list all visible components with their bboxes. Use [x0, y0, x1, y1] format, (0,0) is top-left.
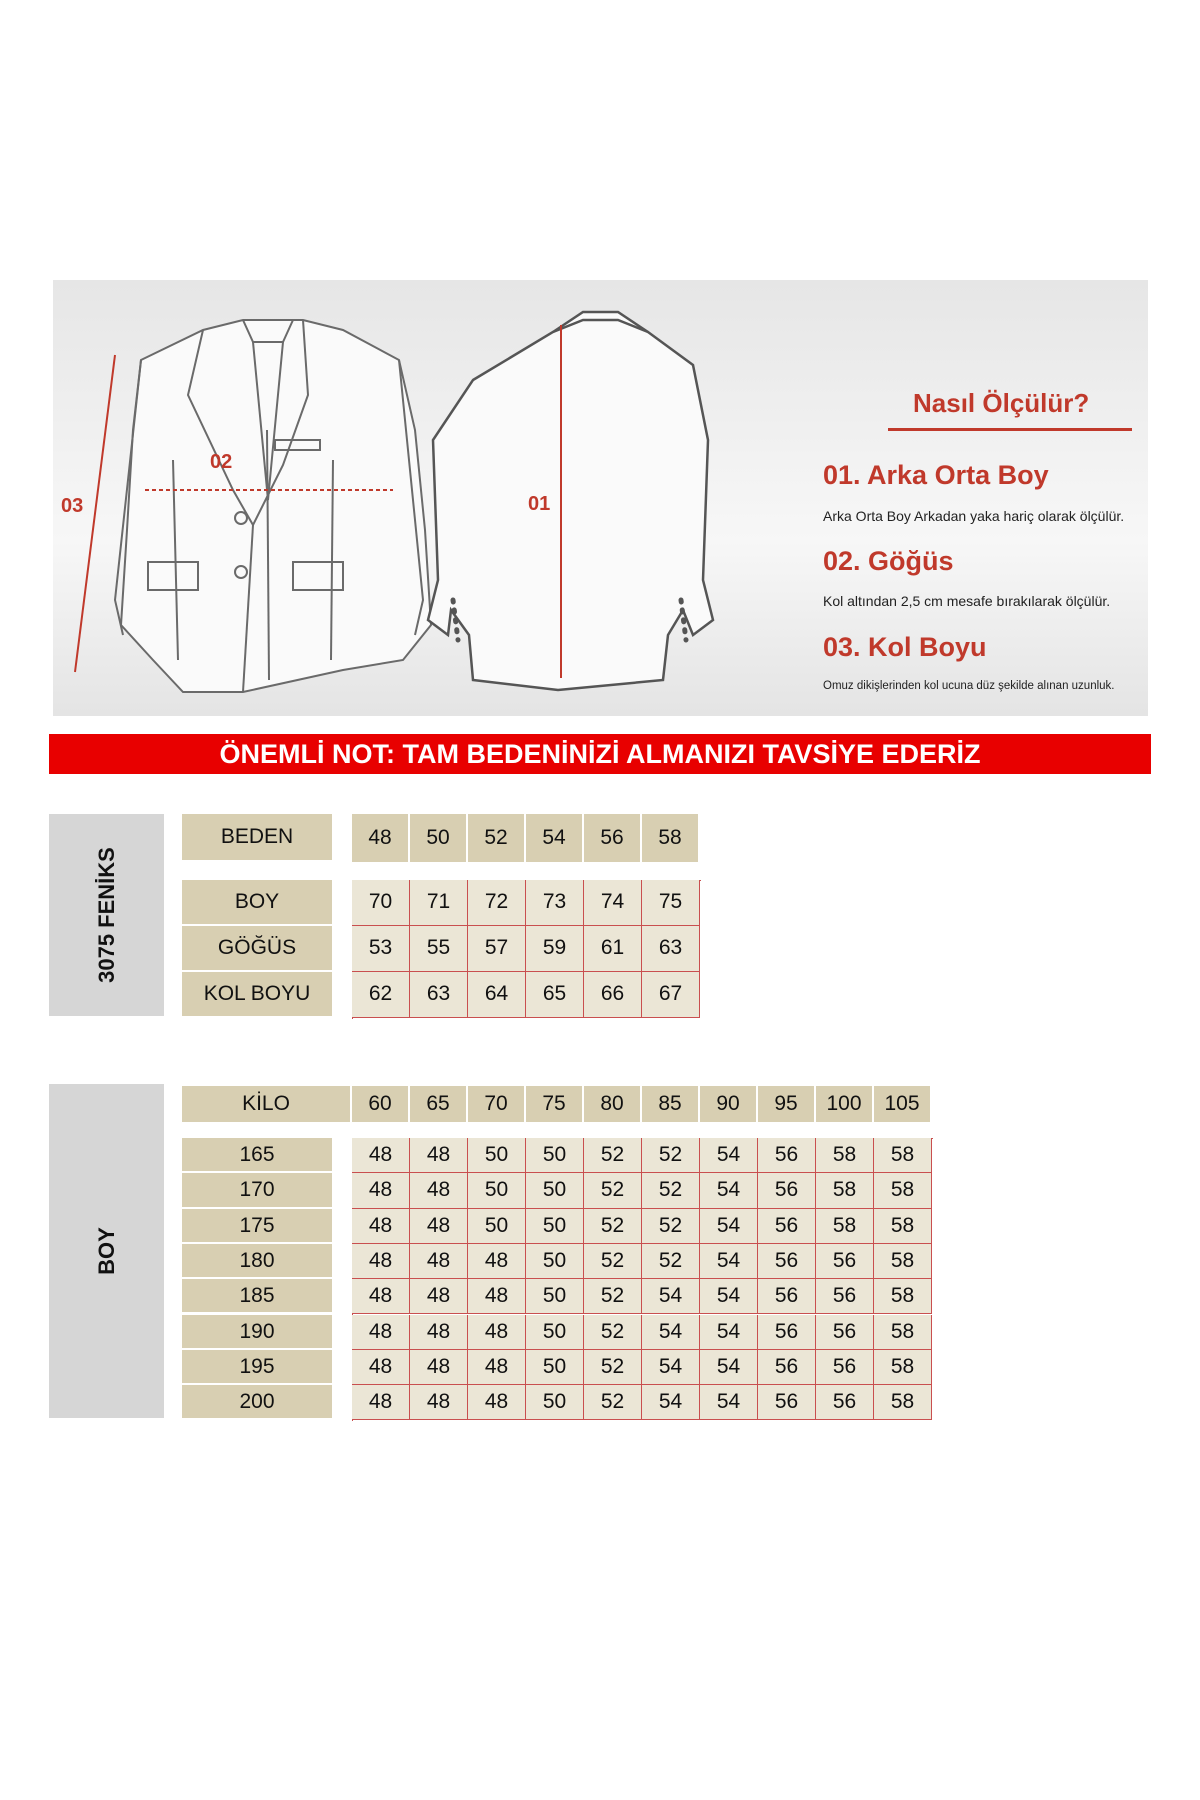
size-header-cell: 50 [410, 814, 468, 862]
fit-value-cell: 56 [758, 1350, 816, 1385]
fit-value-cell: 52 [584, 1138, 642, 1173]
fit-value-cell: 52 [642, 1173, 700, 1208]
size-value-cell: 72 [468, 880, 526, 926]
fit-value-cell: 54 [700, 1209, 758, 1244]
measurement-guide [53, 280, 1148, 716]
fit-value-cell: 56 [758, 1209, 816, 1244]
fit-value-cell: 54 [700, 1315, 758, 1350]
fit-value-cell: 50 [526, 1173, 584, 1208]
label-02: 02 [210, 451, 233, 473]
fit-value-cell: 48 [410, 1244, 468, 1279]
fit-value-cell: 48 [468, 1244, 526, 1279]
fit-value-cell: 52 [584, 1385, 642, 1420]
fit-value-cell: 48 [410, 1385, 468, 1420]
size-header-cell: 56 [584, 814, 642, 862]
fit-value-cell: 48 [410, 1350, 468, 1385]
fit-value-cell: 50 [526, 1138, 584, 1173]
fit-value-cell: 58 [816, 1138, 874, 1173]
size-row-label: BOY [182, 880, 332, 926]
step-2-desc: Kol altından 2,5 cm mesafe bırakılarak ölçülür. [823, 593, 1111, 609]
fit-value-cell: 54 [700, 1279, 758, 1314]
fit-value-cell: 58 [874, 1138, 932, 1173]
fit-value-cell: 58 [874, 1350, 932, 1385]
fit-value-cell: 54 [700, 1138, 758, 1173]
weight-header-cell: 95 [758, 1086, 816, 1122]
fit-value-cell: 58 [874, 1244, 932, 1279]
height-row-label: 180 [182, 1244, 332, 1279]
label-01: 01 [528, 493, 551, 515]
step-3-desc: Omuz dikişlerinden kol ucuna düz şekilde alınan uzunluk. [823, 680, 1115, 692]
size-value-cell: 70 [352, 880, 410, 926]
weight-header-cell: 90 [700, 1086, 758, 1122]
fit-value-cell: 56 [816, 1244, 874, 1279]
size-value-cell: 62 [352, 972, 410, 1018]
weight-header-cell: 65 [410, 1086, 468, 1122]
model-name: 3075 FENİKS [93, 847, 119, 983]
size-header-cell: 52 [468, 814, 526, 862]
fit-value-cell: 50 [468, 1173, 526, 1208]
front-jacket-illustration [115, 320, 431, 692]
size-value-cell: 64 [468, 972, 526, 1018]
size-value-cell: 59 [526, 926, 584, 972]
important-note-banner: ÖNEMLİ NOT: TAM BEDENİNİZİ ALMANIZI TAVSİYE EDERİZ [49, 734, 1151, 774]
fit-value-cell: 54 [642, 1315, 700, 1350]
fit-header-label: KİLO [182, 1086, 352, 1122]
fit-value-cell: 54 [642, 1385, 700, 1420]
size-header-cell: 54 [526, 814, 584, 862]
fit-value-cell: 50 [526, 1244, 584, 1279]
fit-value-cell: 58 [816, 1173, 874, 1208]
fit-value-cell: 58 [874, 1209, 932, 1244]
fit-value-cell: 52 [584, 1315, 642, 1350]
fit-value-cell: 52 [584, 1350, 642, 1385]
fit-value-cell: 58 [874, 1279, 932, 1314]
fit-value-cell: 50 [468, 1209, 526, 1244]
fit-value-cell: 50 [526, 1385, 584, 1420]
size-row-label: GÖĞÜS [182, 926, 332, 972]
weight-header-cell: 70 [468, 1086, 526, 1122]
fit-value-cell: 56 [758, 1315, 816, 1350]
fit-value-cell: 50 [468, 1138, 526, 1173]
title-underline [888, 428, 1132, 431]
fit-value-cell: 56 [758, 1244, 816, 1279]
fit-value-cell: 50 [526, 1315, 584, 1350]
how-to-title: Nasıl Ölçülür? [913, 388, 1090, 418]
height-row-label: 195 [182, 1350, 332, 1385]
fit-value-cell: 56 [758, 1138, 816, 1173]
size-value-cell: 74 [584, 880, 642, 926]
fit-value-cell: 58 [874, 1385, 932, 1420]
fit-value-cell: 56 [758, 1173, 816, 1208]
fit-value-cell: 48 [410, 1173, 468, 1208]
size-value-cell: 63 [410, 972, 468, 1018]
height-row-label: 185 [182, 1279, 332, 1314]
fit-value-cell: 50 [526, 1279, 584, 1314]
weight-header-cell: 75 [526, 1086, 584, 1122]
fit-value-cell: 58 [816, 1209, 874, 1244]
label-03: 03 [61, 495, 84, 517]
step-3-title: 03. Kol Boyu [823, 632, 987, 662]
size-value-cell: 61 [584, 926, 642, 972]
fit-value-cell: 48 [352, 1385, 410, 1420]
fit-value-cell: 52 [642, 1209, 700, 1244]
fit-value-cell: 48 [468, 1350, 526, 1385]
size-header-cell: 58 [642, 814, 700, 862]
fit-value-cell: 48 [468, 1279, 526, 1314]
fit-value-cell: 52 [584, 1279, 642, 1314]
height-row-label: 165 [182, 1138, 332, 1173]
step-1-desc: Arka Orta Boy Arkadan yaka hariç olarak ölçülür. [823, 508, 1125, 524]
step-1-title: 01. Arka Orta Boy [823, 460, 1049, 490]
weight-header-cell: 80 [584, 1086, 642, 1122]
size-table-side-label [49, 814, 164, 1016]
size-value-cell: 66 [584, 972, 642, 1018]
fit-value-cell: 48 [410, 1279, 468, 1314]
weight-header-cell: 100 [816, 1086, 874, 1122]
fit-value-cell: 52 [584, 1173, 642, 1208]
size-value-cell: 75 [642, 880, 700, 926]
height-axis-label: BOY [93, 1227, 119, 1275]
size-header-cell: 48 [352, 814, 410, 862]
fit-value-cell: 48 [410, 1209, 468, 1244]
fit-value-cell: 54 [642, 1279, 700, 1314]
fit-value-cell: 56 [816, 1385, 874, 1420]
size-value-cell: 65 [526, 972, 584, 1018]
size-header-label: BEDEN [182, 814, 332, 862]
fit-value-cell: 48 [352, 1279, 410, 1314]
size-value-cell: 73 [526, 880, 584, 926]
fit-value-cell: 48 [468, 1315, 526, 1350]
fit-value-cell: 56 [758, 1279, 816, 1314]
fit-value-cell: 54 [700, 1173, 758, 1208]
back-jacket-illustration [428, 312, 713, 690]
height-row-label: 200 [182, 1385, 332, 1420]
fit-value-cell: 54 [700, 1350, 758, 1385]
fit-value-cell: 50 [526, 1350, 584, 1385]
size-value-cell: 53 [352, 926, 410, 972]
fit-value-cell: 58 [874, 1173, 932, 1208]
fit-value-cell: 48 [410, 1315, 468, 1350]
fit-table-side-label [49, 1084, 164, 1418]
weight-header-cell: 85 [642, 1086, 700, 1122]
height-row-label: 170 [182, 1173, 332, 1208]
fit-value-cell: 54 [642, 1350, 700, 1385]
fit-value-cell: 48 [352, 1173, 410, 1208]
size-value-cell: 55 [410, 926, 468, 972]
fit-value-cell: 48 [468, 1385, 526, 1420]
weight-header-cell: 105 [874, 1086, 932, 1122]
height-row-label: 190 [182, 1315, 332, 1350]
step-2-title: 02. Göğüs [823, 546, 954, 576]
how-to-measure-panel [753, 280, 1148, 716]
fit-value-cell: 52 [642, 1244, 700, 1279]
fit-value-cell: 58 [874, 1315, 932, 1350]
fit-value-cell: 56 [758, 1385, 816, 1420]
fit-value-cell: 48 [352, 1138, 410, 1173]
size-value-cell: 71 [410, 880, 468, 926]
weight-header-cell: 60 [352, 1086, 410, 1122]
fit-value-cell: 48 [352, 1350, 410, 1385]
fit-value-cell: 52 [642, 1138, 700, 1173]
fit-value-cell: 56 [816, 1279, 874, 1314]
fit-value-cell: 56 [816, 1315, 874, 1350]
fit-value-cell: 48 [352, 1209, 410, 1244]
size-value-cell: 63 [642, 926, 700, 972]
fit-value-cell: 52 [584, 1209, 642, 1244]
fit-value-cell: 56 [816, 1350, 874, 1385]
fit-value-cell: 54 [700, 1244, 758, 1279]
height-row-label: 175 [182, 1209, 332, 1244]
fit-value-cell: 48 [352, 1315, 410, 1350]
size-row-label: KOL BOYU [182, 972, 332, 1018]
size-value-cell: 57 [468, 926, 526, 972]
fit-value-cell: 52 [584, 1244, 642, 1279]
size-value-cell: 67 [642, 972, 700, 1018]
fit-value-cell: 50 [526, 1209, 584, 1244]
fit-value-cell: 48 [352, 1244, 410, 1279]
fit-value-cell: 54 [700, 1385, 758, 1420]
fit-value-cell: 48 [410, 1138, 468, 1173]
